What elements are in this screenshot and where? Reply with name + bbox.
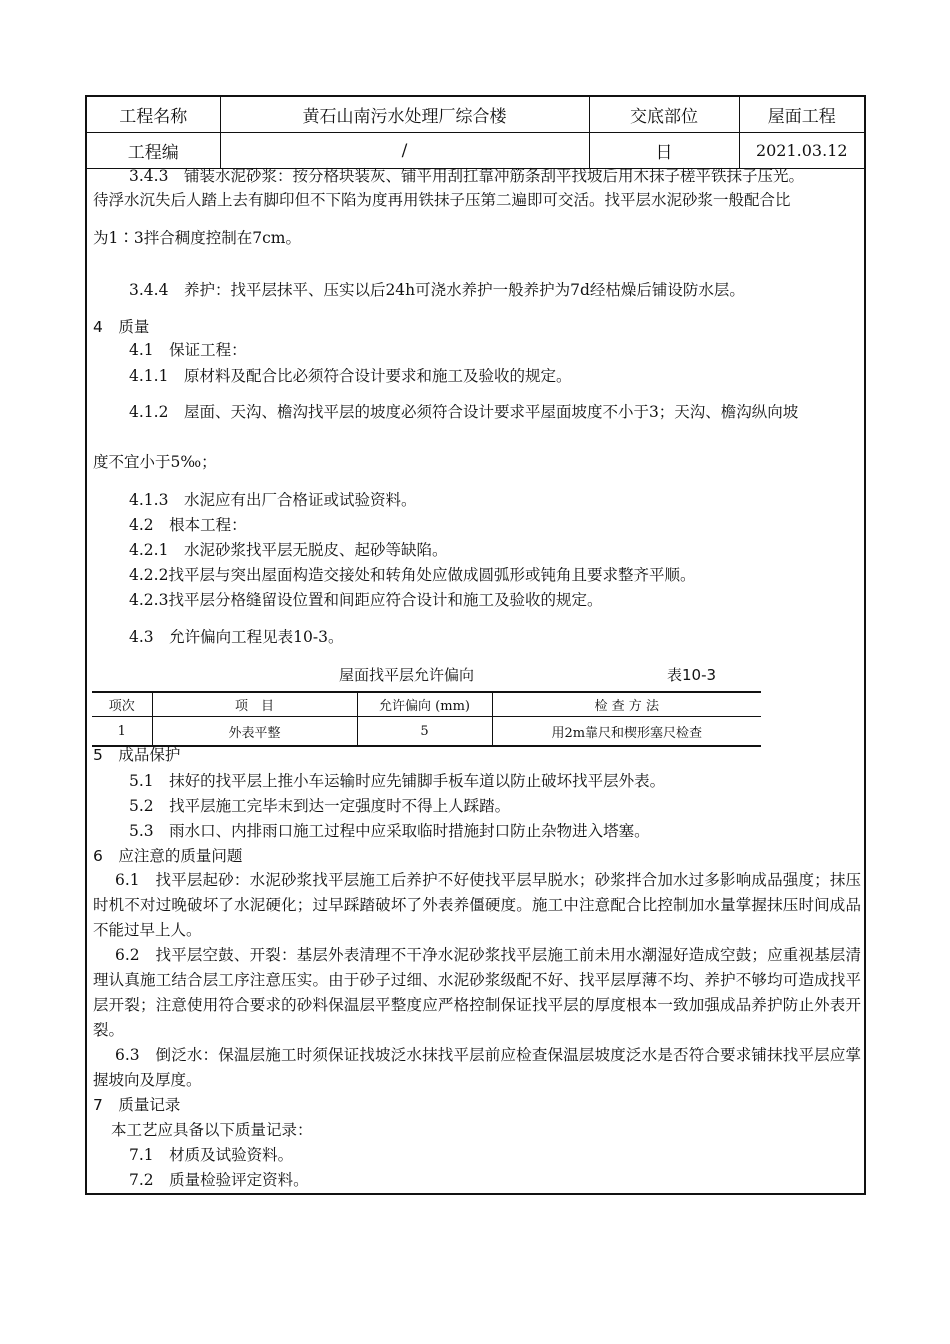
- handover-label: 交底部位: [589, 97, 739, 133]
- section-7-heading: 7 质量记录: [93, 1096, 181, 1114]
- section-4-3: 4.3 允许偏向工程见表10-3。: [129, 628, 344, 646]
- header-row-1: [87, 97, 864, 133]
- table-number: 表10-3: [667, 666, 717, 684]
- section-5-heading: 5 成品保护: [93, 746, 181, 764]
- handover-value: 屋面工程: [739, 97, 864, 133]
- section-6-3: 6.3 倒泛水：保温层施工时须保证找坡泛水抹找平层前应检查保温层坡度泛水是否符合要求铺抹找平层应掌握坡向及厚度。: [93, 1046, 861, 1089]
- table-row: [92, 717, 761, 747]
- deviation-table-header: [92, 692, 761, 717]
- section-4-heading: 4 质量: [93, 318, 150, 336]
- section-7-intro: 本工艺应具备以下质量记录：: [111, 1121, 313, 1139]
- project-no-label: 工程编: [87, 133, 220, 169]
- section-4-1: 4.1 保证工程：: [129, 341, 247, 359]
- section-4-2: 4.2 根本工程：: [129, 516, 247, 534]
- section-4-1-2-line1: 4.1.2 屋面、天沟、檐沟找平层的坡度必须符合设计要求平屋面坡度不小于3；天沟、檐沟纵向坡: [129, 403, 799, 421]
- section-6-2: 6.2 找平层空鼓、开裂：基层外表清理不干净水泥砂浆找平层施工前未用水潮湿好造成空鼓；应重视基层清理认真施工结合层工序注意压实。由于砂子过细、水泥砂浆级配不好、找平层厚薄不均、养护不够均可造成找平层开裂；注意使用符合要求的砂料保温层平整度应严格控制保证找平层的厚度根本一致加强成品养护防止外表开裂。: [93, 946, 861, 1039]
- para-3-4-4: 3.4.4 养护：找平层抹平、压实以后24h可浇水养护一般养护为7d经枯燥后铺设防水层。: [129, 281, 745, 299]
- table-cell: 外表平整: [152, 717, 357, 747]
- section-5-3: 5.3 雨水口、内排雨口施工过程中应采取临时措施封口防止杂物进入塔塞。: [129, 822, 650, 840]
- col-header-item: 项 目: [152, 692, 357, 717]
- col-header-item-no: 项次: [92, 692, 152, 717]
- para-3-4-3-line3: 为1∶3拌合稠度控制在7cm。: [93, 229, 301, 247]
- section-6-1: 6.1 找平层起砂：水泥砂浆找平层施工后养护不好使找平层早脱水；砂浆拌合加水过多影响成品强度；抹压时机不对过晚破坏了水泥硬化；过早踩踏破坏了外表养僵硬度。施工中注意配合比控制加水量掌握抹压时间成品不能过早上人。: [93, 871, 861, 939]
- project-no: /: [220, 133, 589, 169]
- deviation-table: [92, 691, 761, 747]
- section-4-2-2: 4.2.2找平层与突出屋面构造交接处和转角处应做成圆弧形或钝角且要求整齐平顺。: [129, 566, 696, 584]
- header-table: [87, 97, 864, 169]
- project-name: 黄石山南污水处理厂综合楼: [220, 97, 589, 133]
- section-7-1: 7.1 材质及试验资料。: [129, 1146, 294, 1164]
- para-3-4-3-line2: 待浮水沉失后人踏上去有脚印但不下陷为度再用铁抹子压第二遍即可交活。找平层水泥砂浆一般配合比: [93, 191, 791, 209]
- date-value: 2021.03.12: [739, 133, 864, 169]
- project-name-label: 工程名称: [87, 97, 220, 133]
- section-5-1: 5.1 抹好的找平层上推小车运输时应先铺脚手板车道以防止破坏找平层外表。: [129, 772, 666, 790]
- col-header-allowance: 允许偏向 (mm): [357, 692, 492, 717]
- table-cell: 5: [357, 717, 492, 747]
- section-4-1-2-line2: 度不宜小于5‰；: [93, 453, 217, 471]
- section-4-2-1: 4.2.1 水泥砂浆找平层无脱皮、起砂等缺陷。: [129, 541, 448, 559]
- para-3-4-3-line1: 3.4.3 铺装水泥砂浆：按分格块装灰、铺平用刮扛靠冲筋条刮平找坡后用木抹子槎平铁抹子压光。: [129, 167, 804, 185]
- col-header-method: 检 查 方 法: [492, 692, 761, 717]
- section-4-1-3: 4.1.3 水泥应有出厂合格证或试验资料。: [129, 491, 417, 509]
- section-4-2-3: 4.2.3找平层分格缝留设位置和间距应符合设计和施工及验收的规定。: [129, 591, 603, 609]
- section-7-2: 7.2 质量检验评定资料。: [129, 1171, 309, 1189]
- table-cell: 1: [92, 717, 152, 747]
- section-5-2: 5.2 找平层施工完毕末到达一定强度时不得上人踩踏。: [129, 797, 511, 815]
- document-frame: [85, 95, 866, 1195]
- date-label: 日: [589, 133, 739, 169]
- section-4-1-1: 4.1.1 原材料及配合比必须符合设计要求和施工及验收的规定。: [129, 367, 572, 385]
- header-row-2: [87, 133, 864, 169]
- table-title: 屋面找平层允许偏向: [339, 666, 475, 684]
- section-6-heading: 6 应注意的质量问题: [93, 847, 243, 865]
- table-cell: 用2m靠尺和楔形塞尺检查: [492, 717, 761, 747]
